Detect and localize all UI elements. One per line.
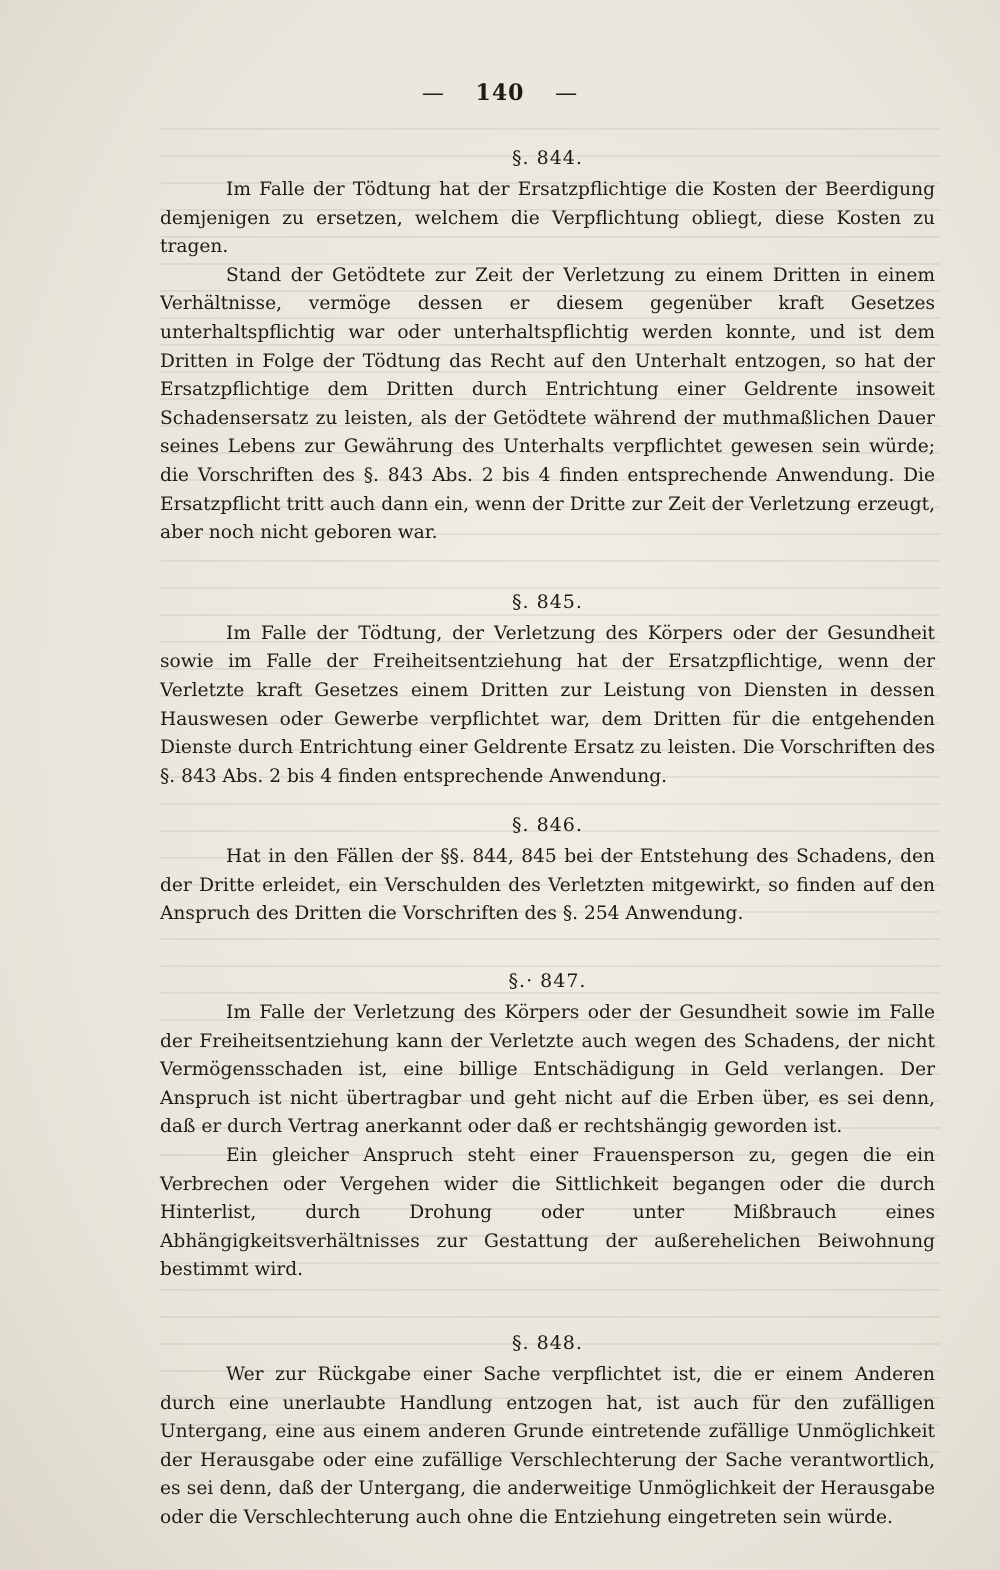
paragraph: Im Falle der Verletzung des Körpers oder der Gesundheit sowie im Falle der Freiheitsentziehung kann der Verletzte auch wegen des Schadens, der nicht Vermögensschaden ist, eine billige Entschädigung in Geld verlangen. Der Anspruch ist nicht übertragbar und geht nicht auf die Erben über, es sei denn, daß er durch Vertrag anerkannt oder daß er rechtshängig geworden ist. <box>160 1002 935 1138</box>
paragraph: Im Falle der Tödtung, der Verletzung des Körpers oder der Gesundheit sowie im Falle der Freiheitsentziehung hat der Ersatzpflichtige, wenn der Verletzte kraft Gesetzes einem Dritten zur Leistung von Diensten in dessen Hauswesen oder Gewerbe verpflichtet war, dem Dritten für die entgehenden Dienste durch Entrichtung einer Geldrente Ersatz zu leisten. Die Vorschriften des §. 843 Abs. 2 bis 4 finden entsprechende Anwendung. <box>160 622 935 787</box>
header-dash-right: — <box>555 81 579 106</box>
page-number: 140 <box>475 80 525 106</box>
paragraph: Hat in den Fällen der §§. 844, 845 bei der Entstehung des Schadens, den der Dritte erleidet, ein Verschulden des Verletzten mitgewirkt, so finden auf den Anspruch des Dritten die Vorschriften des §. 254 Anwendung. <box>160 846 935 925</box>
section-846 <box>160 807 935 929</box>
paragraph: Im Falle der Tödtung hat der Ersatzpflichtige die Kosten der Beerdigung demjenigen zu ersetzen, welchem die Verpflichtung obliegt, diese Kosten zu tragen. <box>160 179 935 258</box>
section-heading: §. 844. <box>512 147 583 169</box>
section-heading: §. 848. <box>512 1332 583 1354</box>
section-845 <box>160 584 935 792</box>
section-847 <box>160 963 935 1285</box>
paragraph: Stand der Getödtete zur Zeit der Verletzung zu einem Dritten in einem Verhältnisse, vermöge dessen er diesem gegenüber kraft Gesetzes unterhaltspflichtig war oder unterhaltspflichtig werden konnte, und ist dem Dritten in Folge der Tödtung das Recht auf den Unterhalt entzogen, so hat der Ersatzpflichtige dem Dritten durch Entrichtung einer Geldrente insoweit Schadensersatz zu leisten, als der Getödtete während der muthmaßlichen Dauer seines Lebens zur Gewährung des Unterhalts verpflichtet gewesen sein würde; die Vorschriften des §. 843 Abs. 2 bis 4 finden entsprechende Anwendung. Die Ersatzpflicht tritt auch dann ein, wenn der Dritte zur Zeit der Verletzung erzeugt, aber noch nicht geboren war. <box>160 264 935 544</box>
section-848 <box>160 1325 935 1533</box>
paragraph: Wer zur Rückgabe einer Sache verpflichtet ist, die er einem Anderen durch eine unerlaubte Handlung entzogen hat, ist auch für den zufälligen Untergang, eine aus einem anderen Grunde eintretende zufällige Unmöglichkeit der Herausgabe oder eine zufällige Verschlechterung der Sache verantwortlich, es sei denn, daß der Untergang, die anderweitige Unmöglichkeit der Herausgabe oder die Verschlechterung auch ohne die Entziehung eingetreten sein würde. <box>160 1364 935 1528</box>
header-dash-left: — <box>421 81 445 106</box>
page-header <box>0 80 1000 106</box>
section-heading: §. 845. <box>512 590 583 613</box>
paragraph: Ein gleicher Anspruch steht einer Frauensperson zu, gegen die ein Verbrechen oder Vergehen wider die Sittlichkeit begangen oder die durch Hinterlist, durch Drohung oder unter Mißbrauch eines Abhängigkeitsverhältnisses zur Gestattung der außerehelichen Beiwohnung bestimmt wird. <box>160 1145 935 1281</box>
section-heading: §.· 847. <box>508 970 587 993</box>
body-text <box>160 140 935 1533</box>
section-heading: §. 846. <box>512 814 583 837</box>
section-844 <box>160 140 935 548</box>
